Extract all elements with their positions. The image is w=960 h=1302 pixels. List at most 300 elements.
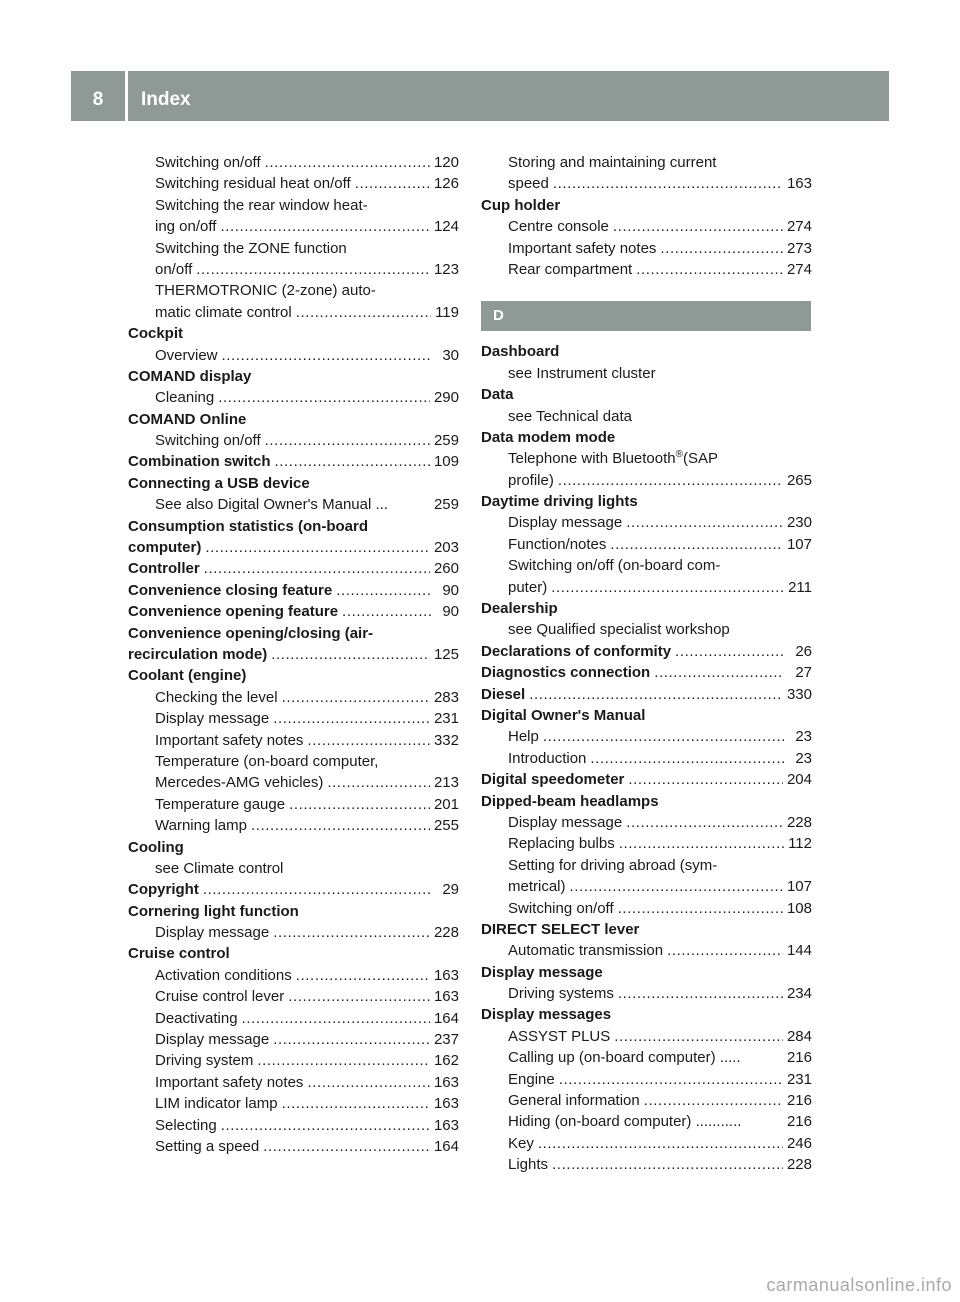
dot-leader xyxy=(257,1050,430,1071)
dot-leader xyxy=(289,794,430,815)
index-subentry xyxy=(128,152,459,173)
page-ref: 144 xyxy=(786,942,812,960)
page-ref: 213 xyxy=(433,774,459,792)
dot-leader xyxy=(552,1154,783,1175)
entry-text: Setting a speed xyxy=(155,1137,260,1155)
entry-text: Important safety notes xyxy=(155,1073,304,1091)
index-subentry xyxy=(481,259,812,280)
index-entry xyxy=(128,537,459,558)
index-subentry xyxy=(481,619,812,640)
page-ref: 332 xyxy=(433,731,459,749)
page-ref: 90 xyxy=(442,581,459,599)
dot-leader xyxy=(307,1072,430,1093)
index-entry xyxy=(128,366,459,387)
page-ref: 123 xyxy=(433,260,459,278)
index-entry xyxy=(481,684,812,705)
entry-text: Display message xyxy=(481,963,603,981)
entry-text: Digital speedometer xyxy=(481,771,625,789)
page-ref: 124 xyxy=(433,218,459,236)
page-title: Index xyxy=(141,89,191,110)
index-subentry xyxy=(481,1026,812,1047)
index-entry xyxy=(481,195,812,216)
entry-text: Telephone with Bluetooth xyxy=(508,450,676,468)
entry-text: Display message xyxy=(508,514,623,532)
page-ref: 120 xyxy=(433,154,459,171)
entry-text: Coolant (engine) xyxy=(128,667,247,685)
page-ref: 27 xyxy=(795,664,812,682)
dot-leader xyxy=(529,684,783,705)
dot-leader xyxy=(570,876,783,897)
entry-text: Combination switch xyxy=(128,453,271,471)
index-subentry xyxy=(481,173,812,194)
page-ref: 29 xyxy=(442,881,459,899)
index-subentry xyxy=(128,1008,459,1029)
entry-text: see Climate control xyxy=(155,859,284,877)
index-subentry xyxy=(481,1133,812,1154)
entry-text: Switching the ZONE function xyxy=(155,239,347,257)
page-ref: 108 xyxy=(786,899,812,917)
watermark: carmanualsonline.info xyxy=(766,1275,952,1295)
entry-text: Switching on/off (on-board com- xyxy=(508,557,721,575)
entry-text: Cornering light function xyxy=(128,902,299,920)
index-subentry xyxy=(128,687,459,708)
index-subentry xyxy=(481,748,812,769)
page-ref: 255 xyxy=(433,817,459,835)
entry-text: Selecting xyxy=(155,1116,217,1134)
page-header xyxy=(71,71,889,121)
dot-leader xyxy=(618,898,783,919)
dot-leader xyxy=(275,451,430,472)
page-ref: 109 xyxy=(433,453,459,471)
page-ref: 107 xyxy=(786,878,812,896)
index-entry xyxy=(128,473,459,494)
page-ref: 163 xyxy=(433,1116,459,1134)
entry-text: Switching residual heat on/off xyxy=(155,175,351,193)
entry-text: Convenience closing feature xyxy=(128,581,333,599)
dot-leader xyxy=(221,1115,430,1136)
page-ref: 231 xyxy=(433,710,459,728)
page-ref: 274 xyxy=(786,260,812,278)
index-subentry xyxy=(128,1029,459,1050)
page-ref: 164 xyxy=(433,1009,459,1027)
dot-leader xyxy=(282,687,430,708)
entry-text: Switching on/off xyxy=(508,899,614,917)
entry-text: Declarations of conformity xyxy=(481,642,672,660)
dot-leader xyxy=(667,940,783,961)
entry-text: see Qualified specialist workshop xyxy=(508,621,730,639)
dot-leader xyxy=(626,512,783,533)
index-subentry xyxy=(481,940,812,961)
page-ref: 230 xyxy=(786,514,812,532)
page-ref: 216 xyxy=(786,1049,812,1067)
entry-text: Cruise control xyxy=(128,945,230,963)
index-subentry xyxy=(128,751,459,772)
dot-leader xyxy=(273,1029,430,1050)
page-ref: 23 xyxy=(795,749,812,767)
index-subentry xyxy=(481,470,812,491)
page-ref: 107 xyxy=(786,535,812,553)
page-ref: 259 xyxy=(433,496,459,514)
entry-text: Replacing bulbs xyxy=(508,835,615,853)
index-subentry xyxy=(481,1069,812,1090)
dot-leader xyxy=(660,238,783,259)
index-subentry xyxy=(128,708,459,729)
dot-leader xyxy=(203,879,431,900)
index-subentry xyxy=(128,387,459,408)
dot-leader xyxy=(282,1093,430,1114)
entry-text: Cockpit xyxy=(128,325,184,343)
index-entry xyxy=(481,491,812,512)
index-subentry xyxy=(128,280,459,301)
index-subentry xyxy=(128,922,459,943)
entry-text: Daytime driving lights xyxy=(481,493,638,511)
index-entry xyxy=(481,962,812,983)
entry-text: Switching on/off xyxy=(155,154,261,171)
index-subentry xyxy=(481,855,812,876)
entry-text: ASSYST PLUS xyxy=(508,1027,611,1045)
header-divider xyxy=(125,71,128,121)
index-entry xyxy=(481,769,812,790)
index-entry xyxy=(128,943,459,964)
index-entry xyxy=(128,323,459,344)
index-entry xyxy=(481,919,812,940)
dot-leader xyxy=(271,644,430,665)
entry-text: COMAND Online xyxy=(128,410,247,428)
page-ref: 164 xyxy=(433,1137,459,1155)
dot-leader xyxy=(559,1069,783,1090)
index-subentry xyxy=(481,512,812,533)
dot-leader xyxy=(204,558,430,579)
index-subentry xyxy=(128,302,459,323)
entry-text: Convenience opening/closing (air- xyxy=(128,624,374,642)
entry-text: Data xyxy=(481,386,514,404)
page-ref: 163 xyxy=(433,988,459,1006)
index-subentry xyxy=(481,1111,812,1132)
dot-leader xyxy=(636,259,783,280)
index-subentry xyxy=(481,812,812,833)
entry-text: Cleaning xyxy=(155,389,215,407)
entry-text: profile) xyxy=(508,471,554,489)
entry-text: Centre console xyxy=(508,218,609,236)
entry-text: Copyright xyxy=(128,881,199,899)
index-entry xyxy=(128,451,459,472)
entry-text: Diesel xyxy=(481,685,526,703)
dot-leader xyxy=(327,772,430,793)
dot-leader xyxy=(296,302,431,323)
entry-text: COMAND display xyxy=(128,367,252,385)
dot-leader xyxy=(273,708,430,729)
index-subentry xyxy=(128,815,459,836)
entry-text: Calling up (on-board computer) ..... xyxy=(508,1049,741,1067)
index-subentry xyxy=(128,430,459,451)
dot-leader xyxy=(342,601,431,622)
index-entry xyxy=(481,598,812,619)
entry-text: Controller xyxy=(128,560,200,578)
index-entry xyxy=(128,665,459,686)
entry-text: Temperature gauge xyxy=(155,795,286,813)
index-entry xyxy=(481,662,812,683)
index-entry xyxy=(128,580,459,601)
entry-text: Mercedes-AMG vehicles) xyxy=(155,774,324,792)
page-ref: 125 xyxy=(433,645,459,663)
dot-leader xyxy=(610,534,783,555)
entry-text: Connecting a USB device xyxy=(128,474,310,492)
index-subentry xyxy=(128,858,459,879)
index-subentry xyxy=(128,195,459,216)
index-subentry xyxy=(128,173,459,194)
page-ref: 259 xyxy=(433,432,459,450)
entry-text: Activation conditions xyxy=(155,966,292,984)
entry-text: Dipped-beam headlamps xyxy=(481,792,659,810)
entry-text: Display message xyxy=(155,1031,270,1049)
index-subentry xyxy=(481,555,812,576)
index-subentry xyxy=(481,898,812,919)
entry-text: ing on/off xyxy=(155,218,217,236)
index-entry xyxy=(128,516,459,537)
entry-text: Function/notes xyxy=(508,535,607,553)
entry-text: Diagnostics connection xyxy=(481,664,651,682)
page-ref: 163 xyxy=(433,1095,459,1113)
entry-text: Switching on/off xyxy=(155,432,261,450)
entry-text: Display message xyxy=(155,924,270,942)
dot-leader xyxy=(251,815,430,836)
index-subentry xyxy=(481,726,812,747)
page-ref: 273 xyxy=(786,239,812,257)
entry-text: Important safety notes xyxy=(508,239,657,257)
dot-leader xyxy=(644,1090,783,1111)
index-entry xyxy=(481,791,812,812)
dot-leader xyxy=(628,769,783,790)
index-subentry xyxy=(128,986,459,1007)
dot-leader xyxy=(355,173,430,194)
index-entry xyxy=(128,644,459,665)
index-subentry xyxy=(128,216,459,237)
entry-text: Help xyxy=(508,728,539,746)
index-subentry xyxy=(481,983,812,1004)
dot-leader xyxy=(618,983,783,1004)
page-ref: 211 xyxy=(788,578,812,596)
entry-text: General information xyxy=(508,1092,640,1110)
entry-text: on/off xyxy=(155,260,193,278)
index-subentry xyxy=(128,1115,459,1136)
dot-leader xyxy=(242,1008,430,1029)
page-ref: 284 xyxy=(786,1027,812,1045)
page-ref: 163 xyxy=(786,175,812,193)
entry-text: Lights xyxy=(508,1156,549,1174)
index-entry xyxy=(128,409,459,430)
entry-text: Overview xyxy=(155,346,218,364)
index-subentry xyxy=(481,448,812,469)
page-ref: 162 xyxy=(433,1052,459,1070)
dot-leader xyxy=(273,922,430,943)
index-subentry xyxy=(128,730,459,751)
index-subentry xyxy=(481,363,812,384)
index-subentry xyxy=(128,772,459,793)
index-subentry xyxy=(481,577,812,598)
page-ref: 26 xyxy=(795,642,812,660)
page-ref: 237 xyxy=(433,1031,459,1049)
entry-text: Storing and maintaining current xyxy=(508,154,717,171)
entry-text: see Technical data xyxy=(508,407,632,425)
index-subentry xyxy=(128,794,459,815)
dot-leader xyxy=(296,965,430,986)
page-ref: 216 xyxy=(786,1113,812,1131)
page-ref: 112 xyxy=(788,835,812,853)
index-entry xyxy=(128,601,459,622)
entry-text: Data modem mode xyxy=(481,428,616,446)
entry-text: recirculation mode) xyxy=(128,645,268,663)
page-ref: 204 xyxy=(786,771,812,789)
entry-text: computer) xyxy=(128,539,202,557)
entry-text: Cruise control lever xyxy=(155,988,285,1006)
index-subentry xyxy=(128,965,459,986)
index-subentry xyxy=(481,1047,812,1068)
index-subentry xyxy=(128,1072,459,1093)
entry-text: Warning lamp xyxy=(155,817,247,835)
entry-text: Digital Owner's Manual xyxy=(481,706,646,724)
entry-text: Automatic transmission xyxy=(508,942,664,960)
entry-text: Key xyxy=(508,1134,534,1152)
index-subentry xyxy=(128,238,459,259)
entry-text: metrical) xyxy=(508,878,566,896)
page-ref: 163 xyxy=(433,1073,459,1091)
index-entry xyxy=(128,623,459,644)
entry-text: THERMOTRONIC (2-zone) auto- xyxy=(155,282,376,300)
index-column-left xyxy=(128,152,459,1157)
entry-text: Cup holder xyxy=(481,196,561,214)
dot-leader xyxy=(614,1026,783,1047)
entry-text: Engine xyxy=(508,1070,555,1088)
page-ref: 90 xyxy=(442,603,459,621)
dot-leader xyxy=(307,730,430,751)
entry-text: Hiding (on-board computer) ........... xyxy=(508,1113,742,1131)
index-subentry xyxy=(481,534,812,555)
page-ref: 283 xyxy=(433,688,459,706)
dot-leader xyxy=(265,152,430,173)
entry-text: Introduction xyxy=(508,749,587,767)
entry-text-continued: (SAP xyxy=(683,450,719,468)
index-subentry xyxy=(481,406,812,427)
dot-leader xyxy=(336,580,431,601)
page-ref: 228 xyxy=(433,924,459,942)
dot-leader xyxy=(288,986,430,1007)
entry-text: Consumption statistics (on-board xyxy=(128,517,368,535)
index-subentry xyxy=(128,345,459,366)
index-list-d xyxy=(481,341,812,1175)
page-ref: 23 xyxy=(795,728,812,746)
page-ref: 203 xyxy=(433,539,459,557)
entry-text: Setting for driving abroad (sym- xyxy=(508,856,718,874)
page-ref: 228 xyxy=(786,813,812,831)
entry-text: matic climate control xyxy=(155,303,292,321)
entry-text: Driving system xyxy=(155,1052,254,1070)
entry-text: DIRECT SELECT lever xyxy=(481,920,640,938)
dot-leader xyxy=(538,1133,783,1154)
entry-text: Checking the level xyxy=(155,688,278,706)
index-subentry xyxy=(481,1154,812,1175)
index-entry xyxy=(128,558,459,579)
entry-text: see Instrument cluster xyxy=(508,364,656,382)
page-ref: 290 xyxy=(433,389,459,407)
entry-text: Dealership xyxy=(481,600,558,618)
entry-text: Rear compartment xyxy=(508,260,633,278)
page-ref: 163 xyxy=(433,966,459,984)
index-entry xyxy=(481,341,812,362)
index-column-right xyxy=(481,152,812,1176)
dot-leader xyxy=(196,259,430,280)
page-ref: 265 xyxy=(786,471,812,489)
index-subentry xyxy=(481,216,812,237)
index-entry xyxy=(481,384,812,405)
entry-text: Display message xyxy=(508,813,623,831)
entry-text: Driving systems xyxy=(508,985,614,1003)
entry-text: puter) xyxy=(508,578,548,596)
index-subentry xyxy=(128,1093,459,1114)
dot-leader xyxy=(265,430,430,451)
entry-text: Convenience opening feature xyxy=(128,603,339,621)
dot-leader xyxy=(220,216,430,237)
entry-text: Temperature (on-board computer, xyxy=(155,752,379,770)
page-ref: 216 xyxy=(786,1092,812,1110)
page-number: 8 xyxy=(92,89,104,110)
index-list-c-continued xyxy=(481,152,812,280)
dot-leader xyxy=(543,726,784,747)
index-subentry xyxy=(128,1136,459,1157)
entry-text: speed xyxy=(508,175,549,193)
entry-text: LIM indicator lamp xyxy=(155,1095,278,1113)
page-ref: 231 xyxy=(786,1070,812,1088)
index-subentry xyxy=(481,876,812,897)
registered-mark: ® xyxy=(675,449,683,461)
entry-text: Deactivating xyxy=(155,1009,238,1027)
index-entry xyxy=(128,901,459,922)
entry-text: Display messages xyxy=(481,1006,612,1024)
section-header-d: D xyxy=(481,301,811,331)
page-ref: 234 xyxy=(786,985,812,1003)
index-subentry xyxy=(481,1090,812,1111)
index-entry xyxy=(481,641,812,662)
dot-leader xyxy=(626,812,783,833)
index-entry xyxy=(481,1004,812,1025)
entry-text: See also Digital Owner's Manual ... xyxy=(155,496,388,514)
page-ref: 246 xyxy=(786,1134,812,1152)
dot-leader xyxy=(654,662,784,683)
page-ref: 119 xyxy=(435,303,459,321)
page-ref: 30 xyxy=(442,346,459,364)
entry-text: Display message xyxy=(155,710,270,728)
index-entry xyxy=(481,427,812,448)
dot-leader xyxy=(222,345,431,366)
index-entry xyxy=(128,837,459,858)
dot-leader xyxy=(551,577,784,598)
dot-leader xyxy=(590,748,784,769)
dot-leader xyxy=(619,833,784,854)
page-ref: 274 xyxy=(786,218,812,236)
entry-text: Important safety notes xyxy=(155,731,304,749)
index-entry xyxy=(128,879,459,900)
index-subentry xyxy=(128,1050,459,1071)
dot-leader xyxy=(613,216,783,237)
page-ref: 260 xyxy=(433,560,459,578)
entry-text: Switching the rear window heat- xyxy=(155,196,368,214)
dot-leader xyxy=(553,173,783,194)
entry-text: Cooling xyxy=(128,838,184,856)
page-ref: 330 xyxy=(786,685,812,703)
entry-text: Dashboard xyxy=(481,343,560,361)
dot-leader xyxy=(205,537,430,558)
dot-leader xyxy=(558,470,783,491)
dot-leader xyxy=(263,1136,430,1157)
